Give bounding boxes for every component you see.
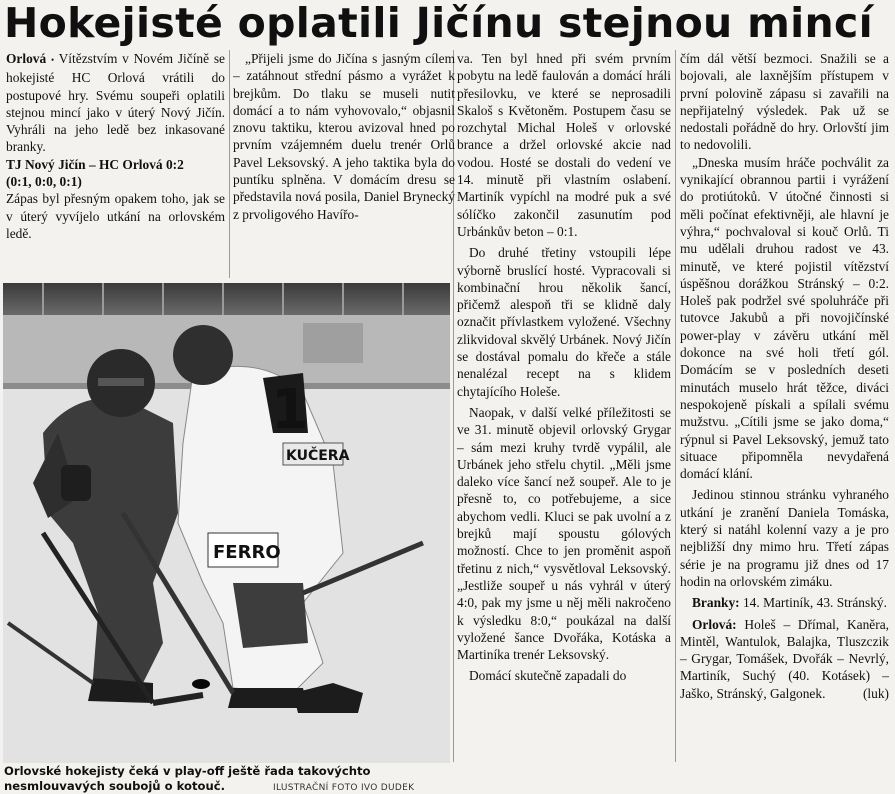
- lineup-text: Holeš – Dřímal, Kaněra, Mintěl, Wantulok, Balajka, Tluszczik – Grygar, Tomášek, Dvořák – Nevrlý, Martiník, Suchý (40. Kotásek) – Jaško, Stránský, Galgonek.: [680, 616, 889, 701]
- caption-text: Orlovské hokejisty čeká v play-off ještě řada takovýchto nesmlouvavých soubojů o kotouč.: [4, 764, 371, 793]
- article-column-2: [233, 50, 455, 282]
- period-scores: (0:1, 0:0, 0:1): [6, 174, 82, 190]
- column-divider: [675, 50, 676, 762]
- goals-label: Branky:: [692, 595, 740, 611]
- paragraph: Zápas byl přesným opakem toho, jak se v úterý vyvíjelo utkání na orlovském ledě.: [6, 191, 225, 241]
- hockey-players-illustration: [3, 283, 450, 763]
- jersey-number: 1: [271, 378, 309, 441]
- lineup-paragraph: [680, 616, 889, 702]
- headline: Hokejisté oplatili Jičínu stejnou mincí: [4, 0, 873, 47]
- intro-paragraph: Orlová • Vítězstvím v Novém Jičíně se hokejisté HC Orlová vrátili do postupové hry. Svému soupeři oplatili stejnou mincí jako v úterý Nový Jičín. Vyhráli na jeho ledě bez inkasované branky.: [6, 51, 225, 155]
- paragraph: čím dál větší bezmoci. Snažili se a bojovali, ale laxnějším přístupem v první polovině zápasu si zavařili na nepřijatelný výsledek. Pak už se nedostali pořádně do hry. Orlovští jim to nedovolili.: [680, 51, 889, 153]
- article-column-1: [6, 50, 225, 242]
- paragraph: Naopak, v další velké příležitosti se ve 31. minutě objevil orlovský Grygar – sám mezi kruhy tvrdě vypálil, ale Urbánek jeho střelu chytil. „Měli jsme daleko více šancí než soupeř. Ale to je přesně to, co potřebujeme, a sice abychom vedli. Kluci se pak uvolní a z brejků mají spoustu gólových možností. Chce to jen proměnit aspoň třetinu z nich,“ vysvětloval Leksovský. „Jestliže soupeř u nás vyhrál v úterý 4:0, pak my jsme u něj měli nakročeno k výsledku 8:0,“ poukázal na další vyložené šance Dvořáka, Kotáska a Martiníka trenér Leksovský.: [457, 404, 671, 663]
- score-line: TJ Nový Jičín – HC Orlová 0:2: [6, 156, 184, 172]
- author-initials: (luk): [862, 685, 889, 701]
- hockey-photo: [3, 283, 450, 763]
- paragraph: va. Ten byl hned při svém prvním pobytu na ledě faulován a domácí hráli přesilovku, ve které se neprosadili Skaloš s Květoněm. Postupem času se rozchytal Michal Holeš v orlovské brance a držel orlovské akcie nad vodou. Hosté se dostali do vedení ve 14. minutě při vlastním oslabení. Martiník vypíchl na modré puk a své sólíčko zakončil zasunutím pod Urbánkův beton – 0:1.: [457, 51, 671, 239]
- paragraph: „Dneska musím hráče pochválit za vynikající obrannou partii i vyrážení do protiútoků. V útočné činnosti si měli počínat efektivněji, ale hlavní je výhra,“ pochvaloval si kouč Orlů. Ti mu udělali druhou radost ve 43. minutě, ve které pojistil vítězství úspěšnou dorážkou Stránský – 0:2. Holeš pak podržel své spoluhráče při tutovce Jakubů a při novojičínské power-play v závěru utkání měl dokonce na své holi třetí gól. Domácím se v posledních deseti minutách muselo hrát těžce, diváci nespokojeně pískali a spílali svému mužstvu. „Cítili jsme se jako doma,“ rýpnul si Pavel Leksovský, jemuž tato situace připomněla nevydařená domácí klání.: [680, 154, 889, 482]
- article-column-3: [457, 50, 671, 685]
- photo-caption: [4, 764, 451, 794]
- intro-text: Vítězstvím v Novém Jičíně se hokejisté HC Orlová vrátili do postupové hry. Svému soupeři oplatili stejnou mincí jako v úterý Nový Jičín. Vyhráli na jeho ledě bez inkasované branky.: [6, 51, 225, 155]
- paragraph: Jedinou stinnou stránku vyhraného utkání je zranění Daniela Tomáska, který si natáhl kolenní vazy a je pro nejbližší dny mimo hru. Třetí zápas série je na programu již dnes od 17 hodin na orlovském zimáku.: [680, 487, 889, 589]
- location-dateline: Orlová: [6, 51, 47, 66]
- lineup-label: Orlová:: [692, 616, 737, 632]
- paragraph: „Přijeli jsme do Jičína s jasným cílem – zatáhnout střední pásmo a vyrážet k brejkům. Do tlaku se museli nutit domácí a to nám vyhovovalo,“ objasnil znovu taktiku, kterou avizoval hned po prvním vzájemném duelu trenér Orlů Pavel Leksovský. A jeho taktika byla do puntíku splněna. V domácím dresu se představila nová posila, Daniel Brynecký z prvoligového Havířo-: [233, 51, 455, 222]
- sponsor-logo: FERRO: [213, 542, 281, 563]
- paragraph: Domácí skutečně zapadali do: [469, 668, 627, 684]
- paragraph: Do druhé třetiny vstoupili lépe výborně bruslící hosté. Vypracovali si kombinační hrou několik šancí, přičemž alespoň tři se klidně daly označit přívlastkem vyložené. Všechny zlikvidoval skvělý Urbánek. Nový Jičín se dostával pomalu do křeče a stále nenalézal recept na s klidem chytajícího Holeše.: [457, 245, 671, 399]
- photo-credit: ILUSTRAČNÍ FOTO IVO DUDEK: [273, 783, 415, 793]
- jersey-name: KUČERA: [286, 448, 350, 464]
- goals-text: 14. Martiník, 43. Stránský.: [742, 595, 887, 611]
- article-column-4: [680, 50, 889, 702]
- goals-paragraph: [680, 594, 889, 611]
- column-divider: [229, 50, 230, 278]
